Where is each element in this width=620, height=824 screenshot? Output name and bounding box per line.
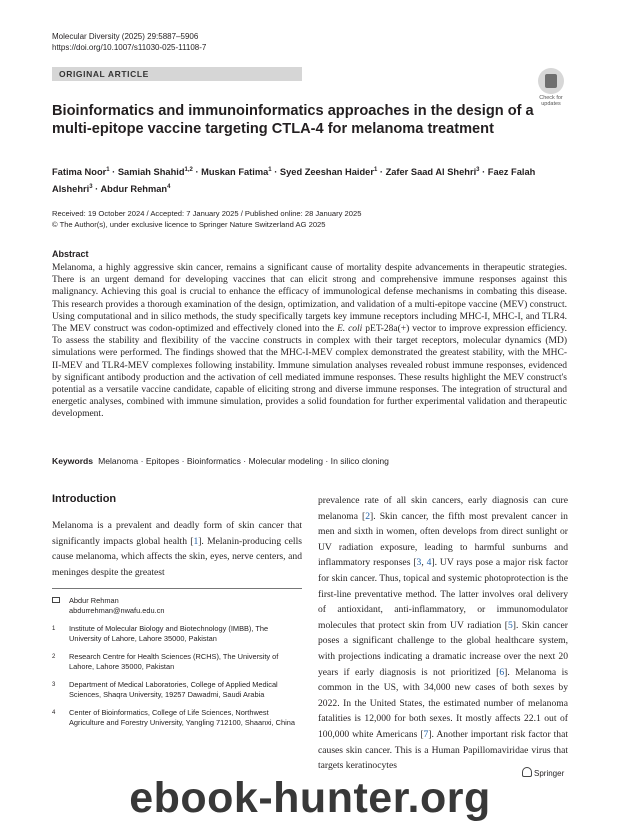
doi-link[interactable]: https://doi.org/10.1007/s11030-025-11108-7 <box>52 43 207 52</box>
keywords-label: Keywords <box>52 456 94 466</box>
body-text: Melanoma is a prevalent and deadly form of skin cancer that significantly impacts global health [ <box>52 520 302 547</box>
author-list: Fatima Noor$^1$ · Samiah Shahid$^{1,2}$ · Muskan Fatima$^1$ · Syed Zeeshan Haider$^1$ · Zafer Saad Al Shehri$^3$ · Faez Falah Alshehri$^3$ · Abdur Rehman$^4$ <box>52 167 536 195</box>
citation-link[interactable]: 7 <box>423 728 429 740</box>
body-text: , <box>421 557 427 569</box>
author-name[interactable]: Samiah Shahid <box>117 167 185 178</box>
author-affiliation-mark: 3 <box>89 184 93 191</box>
dates-line: Received: 19 October 2024 / Accepted: 7 January 2025 / Published online: 28 January 2025 <box>52 209 362 218</box>
affiliation-number: 2 <box>52 654 56 660</box>
body-text: ]. Melanoma is common in the US, with 34,000 new cases of both sexes by 2022. In the United States, the estimated number of melanoma fatalities is 12,000 for both sexes. It mostly affects 22.1 out of 100,000 white Americans [ <box>318 666 568 740</box>
body-text: ]. Melanin-producing cells cause melanoma, which affects the skin, eyes, nerve centers, and meninges despite the greatest <box>52 535 302 578</box>
footnotes <box>52 596 302 736</box>
abstract-heading: Abstract <box>52 249 89 259</box>
article-title: Bioinformatics and immunoinformatics approaches in the design of a multi-epitope vaccine targeting CTLA-4 for melanoma treatment <box>52 103 534 137</box>
author-affiliation-mark: 4 <box>167 184 171 191</box>
check-for-updates-icon[interactable] <box>538 68 564 94</box>
watermark: ebook-hunter.org <box>129 774 491 822</box>
publication-dates <box>52 208 361 230</box>
affiliation-number: 4 <box>52 710 56 716</box>
affiliation-text: Center of Bioinformatics, College of Life Sciences, Northwest Agriculture and Forestry University, Yangling 712100, Shaanxi, China <box>69 708 295 727</box>
citation-link[interactable]: 2 <box>365 510 371 522</box>
author-affiliation-mark: 1,2 <box>184 167 193 173</box>
author-affiliation-mark: 1 <box>106 167 110 173</box>
author-name[interactable]: Abdur Rehman <box>100 184 168 195</box>
abstract-italic: E. coli <box>336 324 363 335</box>
author-affiliation-mark: 3 <box>476 167 480 173</box>
affiliation-text: Research Centre for Health Sciences (RCHS), The University of Lahore, Lahore 35000, Pakistan <box>69 652 279 671</box>
body-text: ]. UV rays pose a major risk factor for skin cancer. Thus, topical and systemic photoprotection is the first-line preventative method. The latter involves oral delivery of antioxidant, anti-inflammatory, or immunomodulator molecules that protect skin from UV radiation [ <box>318 557 569 631</box>
keywords-text: Melanoma · Epitopes · Bioinformatics · Molecular modeling · In silico cloning <box>98 456 389 466</box>
copyright-line: © The Author(s), under exclusive licence to Springer Nature Switzerland AG 2025 <box>52 220 326 229</box>
body-text: prevalence rate of all skin cancers, early diagnosis can cure melanoma [ <box>318 495 568 522</box>
corresponding-name: Abdur Rehman <box>69 596 119 605</box>
citation-link[interactable]: 6 <box>499 666 505 678</box>
body-text: ]. Another important risk factor that causes skin cancer. This is a Human Papillomaviridae virus that targets keratinocytes <box>318 728 568 772</box>
author-name[interactable]: Zafer Saad Al Shehri <box>385 167 477 178</box>
abstract-part-2: pET-28a(+) vector to improve expression efficiency. To assess the stability and flexibility of the vaccine constructs in complex with their target receptors, molecular dynamics (MD) simulations were performed. The findings showed that the MHC-I-MEV complex demonstrated the greatest stability, with the MHC-II-MEV and TLR4-MEV complexes following instability. Immune simulation analyses revealed robust immune responses, evidenced by significant antibody production and the activation of cell mediated immune responses. These results highlight the MEV construct's potential as a versatile vaccine candidate, capable of eliciting strong and diverse immune responses. The integration of structural and energetic analyses, combined with immune simulation, provides a solid foundation for further experimental validation and therapeutic development. <box>52 324 567 420</box>
article-type-label: ORIGINAL ARTICLE <box>59 69 149 79</box>
citation-link[interactable]: 3 <box>416 557 422 569</box>
introduction-left-column <box>52 518 302 580</box>
introduction-heading: Introduction <box>52 493 117 505</box>
affiliation-number: 3 <box>52 682 56 688</box>
check-updates-label: Check for <box>539 95 563 101</box>
citation-link[interactable]: 4 <box>426 557 432 569</box>
publisher-name: Springer <box>534 769 565 778</box>
author-name[interactable]: Syed Zeeshan Haider <box>279 167 374 178</box>
body-text: ]. Skin cancer poses a significant challenge to the global healthcare system, with projections indicating a dramatic increase over the next 20 years if early diagnosis is not prioritized [ <box>318 619 568 678</box>
article-type-banner <box>52 67 302 81</box>
body-text: ]. Skin cancer, the fifth most prevalent cancer in men and sixth in women, often develops from direct sunlight or UV radiation exposure, leading to harmful sunburns and inflammatory responses [ <box>318 510 568 569</box>
affiliation-item <box>52 652 302 672</box>
corresponding-email[interactable]: abdurrehman@nwafu.edu.cn <box>69 606 165 615</box>
citation-link[interactable]: 5 <box>508 619 513 631</box>
keywords <box>52 456 567 466</box>
journal-info <box>52 31 206 53</box>
author-name[interactable]: Fatima Noor <box>52 167 107 178</box>
affiliation-item <box>52 680 302 700</box>
abstract-part-1: Melanoma, a highly aggressive skin cancer, remains a significant cause of mortality despite advancements in therapeutic strategies. There is an urgent demand for developing vaccines that can elicit strong and comprehensive immune responses against this malignancy. Achieving this goal is crucial to enhance the efficacy of immunological defense mechanisms in combating this disease. This research provides a thorough examination of the design, optimization, and validation of a multi-epitope vaccine (MEV) construct. Using computational and in silico methods, the study specifically targets key immune receptors including MHC-I, MHC-I, and TLR4. The MEV construct was codon-optimized and effectively cloned into the <box>52 263 567 335</box>
author-affiliation-mark: 1 <box>373 167 378 173</box>
abstract-text <box>52 262 567 421</box>
affiliation-text: Department of Medical Laboratories, College of Applied Medical Sciences, Shaqra University, 19257 Dawadmi, Saudi Arabia <box>69 680 278 699</box>
affiliation-item <box>52 708 302 728</box>
author-name[interactable]: Faez Falah Alshehri <box>52 167 536 195</box>
corresponding-author <box>52 596 302 616</box>
affiliation-item <box>52 624 302 644</box>
affiliation-text: Institute of Molecular Biology and Biotechnology (IMBB), The University of Lahore, Lahore 35000, Pakistan <box>69 624 269 643</box>
citation-link[interactable]: 1 <box>193 535 199 547</box>
affiliation-list <box>52 624 302 728</box>
author-name[interactable]: Muskan Fatima <box>201 167 269 178</box>
check-updates-label-2: updates <box>541 101 561 107</box>
introduction-right-column <box>318 493 568 774</box>
journal-citation: Molecular Diversity (2025) 29:5887–5906 <box>52 32 199 41</box>
envelope-icon <box>52 597 60 603</box>
author-affiliation-mark: 1 <box>268 167 272 173</box>
footnote-divider <box>52 588 302 589</box>
affiliation-number: 1 <box>52 626 56 632</box>
